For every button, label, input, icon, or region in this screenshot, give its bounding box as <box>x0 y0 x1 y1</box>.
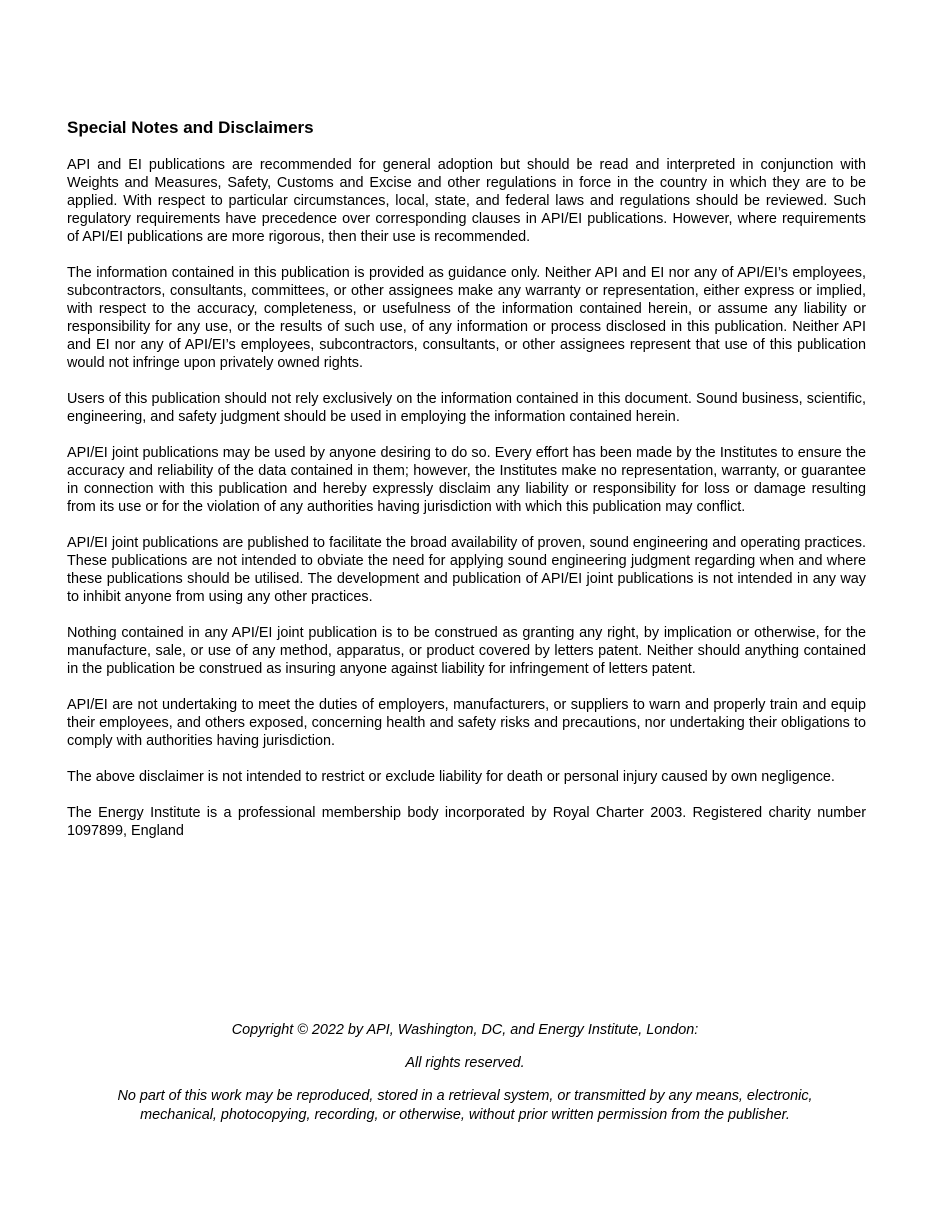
paragraph-patent: Nothing contained in any API/EI joint publication is to be construed as granting any right, by implication or otherwise, for the manufacture, sale, or use of any method, apparatus, or product covered by letters patent. Neither should anything contained in the publication be construed as insuring anyone against liability for infringement of letters patent. <box>67 625 866 677</box>
copyright-line: Copyright © 2022 by API, Washington, DC, and Energy Institute, London: <box>231 1022 699 1038</box>
paragraph-guidance-only: The information contained in this publication is provided as guidance only. Neither API and EI nor any of API/EI’s employees, subcontractors, consultants, committees, or other assignees make any warranty or representation, either express or implied, with respect to the accuracy, completeness, or usefulness of the information contained herein, or assume any liability or responsibility for any use, or the results of such use, of any information or process disclosed in this publication. Neither API and EI nor any of API/EI’s employees, subcontractors, consultants, or other assignees represent that use of this publication would not infringe upon privately owned rights. <box>67 265 866 371</box>
paragraph-purpose: API/EI joint publications are published to facilitate the broad availability of proven, sound engineering and operating practices. These publications are not intended to obviate the need for applying sound engineering judgment regarding when and where these publications should be utilised. The development and publication of API/EI joint publications is not intended in any way to inhibit anyone from using any other practices. <box>67 535 866 605</box>
copyright-footer <box>60 1021 870 1125</box>
page-title: Special Notes and Disclaimers <box>67 118 314 137</box>
paragraph-users: Users of this publication should not rely exclusively on the information contained in this document. Sound business, scientific, engineering, and safety judgment should be used in employing the information contained herein. <box>67 391 866 425</box>
paragraph-duties: API/EI are not undertaking to meet the duties of employers, manufacturers, or suppliers to warn and properly train and equip their employees, and others exposed, concerning health and safety risks and precautions, nor undertaking their obligations to comply with authorities having jurisdiction. <box>67 697 866 749</box>
reproduction-notice: No part of this work may be reproduced, stored in a retrieval system, or transmitted by any means, electronic, mechanical, photocopying, recording, or otherwise, without prior written permission from the publisher. <box>117 1088 813 1123</box>
rights-reserved-line: All rights reserved. <box>405 1055 525 1071</box>
paragraph-liability: The above disclaimer is not intended to restrict or exclude liability for death or personal injury caused by own negligence. <box>67 769 835 785</box>
paragraph-usage: API/EI joint publications may be used by anyone desiring to do so. Every effort has been made by the Institutes to ensure the accuracy and reliability of the data contained in them; however, the Institutes make no representation, warranty, or guarantee in connection with this publication and hereby expressly disclaim any liability or responsibility for loss or damage resulting from its use or for the violation of any authorities having jurisdiction with which this publication may conflict. <box>67 445 866 515</box>
disclaimer-body <box>67 156 866 858</box>
paragraph-regulations: API and EI publications are recommended for general adoption but should be read and interpreted in conjunction with Weights and Measures, Safety, Customs and Excise and other regulations in force in the country in which they are to be applied. With respect to particular circumstances, local, state, and federal laws and regulations should be reviewed. Such regulatory requirements have precedence over corresponding clauses in API/EI publications. However, where requirements of API/EI publications are more rigorous, then their use is recommended. <box>67 157 866 245</box>
paragraph-energy-institute: The Energy Institute is a professional membership body incorporated by Royal Charter 2003. Registered charity number 1097899, England <box>67 805 866 839</box>
